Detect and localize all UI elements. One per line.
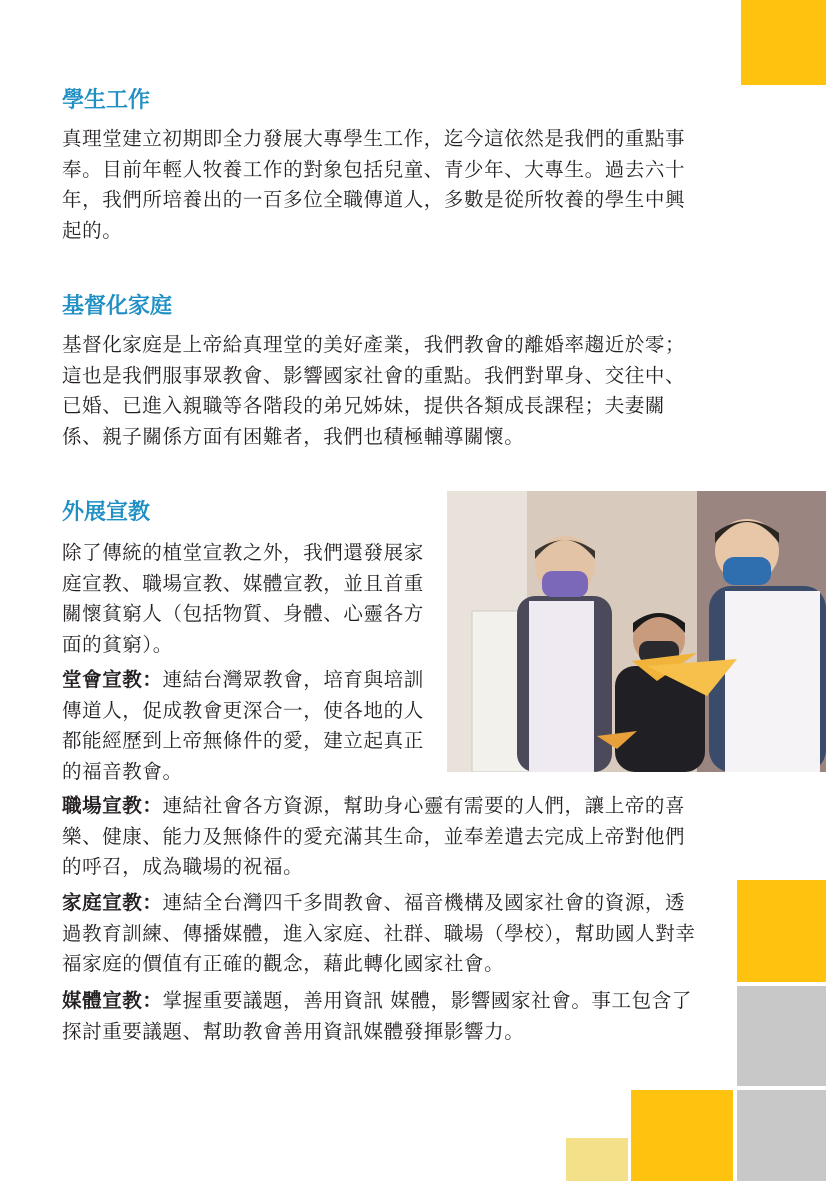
label-family-mission: 家庭宣教：: [62, 891, 163, 914]
paragraph-student-work: 真理堂建立初期即全力發展大專學生工作，迄今這依然是我們的重點事奉。目前年輕人牧養工作的對象包括兒童、青少年、大專生。過去六十年，我們所培養出的一百多位全職傳道人，多數是從所牧養的學生中興起的。: [62, 127, 686, 242]
paragraph-church-mission: [62, 665, 437, 787]
outreach-photo: [447, 491, 826, 772]
bottom-block-yellow: [631, 1090, 733, 1181]
heading-christian-family: 基督化家庭: [62, 294, 173, 319]
text-media-mission: 掌握重要議題，善用資訊 媒體，影響國家社會。事工包含了探討重要議題、幫助教會善用資訊媒體發揮影響力。: [62, 989, 692, 1043]
heading-student-work: 學生工作: [62, 88, 151, 113]
heading-outreach-mission: 外展宣教: [62, 500, 151, 525]
paragraph-workplace-mission: [62, 791, 697, 883]
corner-block-top-right: [741, 0, 826, 85]
paragraph-media-mission: [62, 986, 697, 1047]
text-workplace-mission: 連結社會各方資源，幫助身心靈有需要的人們，讓上帝的喜樂、健康、能力及無條件的愛充滿其生命，並奉差遣去完成上帝對他們的呼召，成為職場的祝福。: [62, 794, 686, 878]
paragraph-mission-intro: 除了傳統的植堂宣教之外，我們還發展家庭宣教、職場宣教、媒體宣教，並且首重關懷貧窮人（包括物質、身體、心靈各方面的貧窮）。: [62, 541, 424, 656]
label-media-mission: 媒體宣教：: [62, 989, 163, 1012]
side-block-gray-1: [737, 986, 826, 1086]
paragraph-family-mission: [62, 888, 697, 980]
side-block-gray-2: [737, 1090, 826, 1181]
label-church-mission: 堂會宣教：: [62, 668, 163, 691]
outreach-photo-illustration: [447, 491, 826, 772]
label-workplace-mission: 職場宣教：: [62, 794, 163, 817]
text-family-mission: 連結全台灣四千多間教會、福音機構及國家社會的資源，透過教育訓練、傳播媒體，進入家庭、社群、職場（學校），幫助國人對幸福家庭的價值有正確的觀念，藉此轉化國家社會。: [62, 891, 696, 975]
text-church-mission: 連結台灣眾教會，培育與培訓傳道人，促成教會更深合一，使各地的人都能經歷到上帝無條件的愛，建立起真正的福音教會。: [62, 668, 424, 783]
paragraph-christian-family: 基督化家庭是上帝給真理堂的美好產業，我們教會的離婚率趨近於零；這也是我們服事眾教會、影響國家社會的重點。我們對單身、交往中、已婚、已進入親職等各階段的弟兄姊妹，提供各類成長課程；夫妻關係、親子關係方面有困難者，我們也積極輔導關懷。: [62, 333, 686, 448]
bottom-block-light-yellow: [566, 1138, 628, 1181]
side-block-yellow: [737, 880, 826, 982]
